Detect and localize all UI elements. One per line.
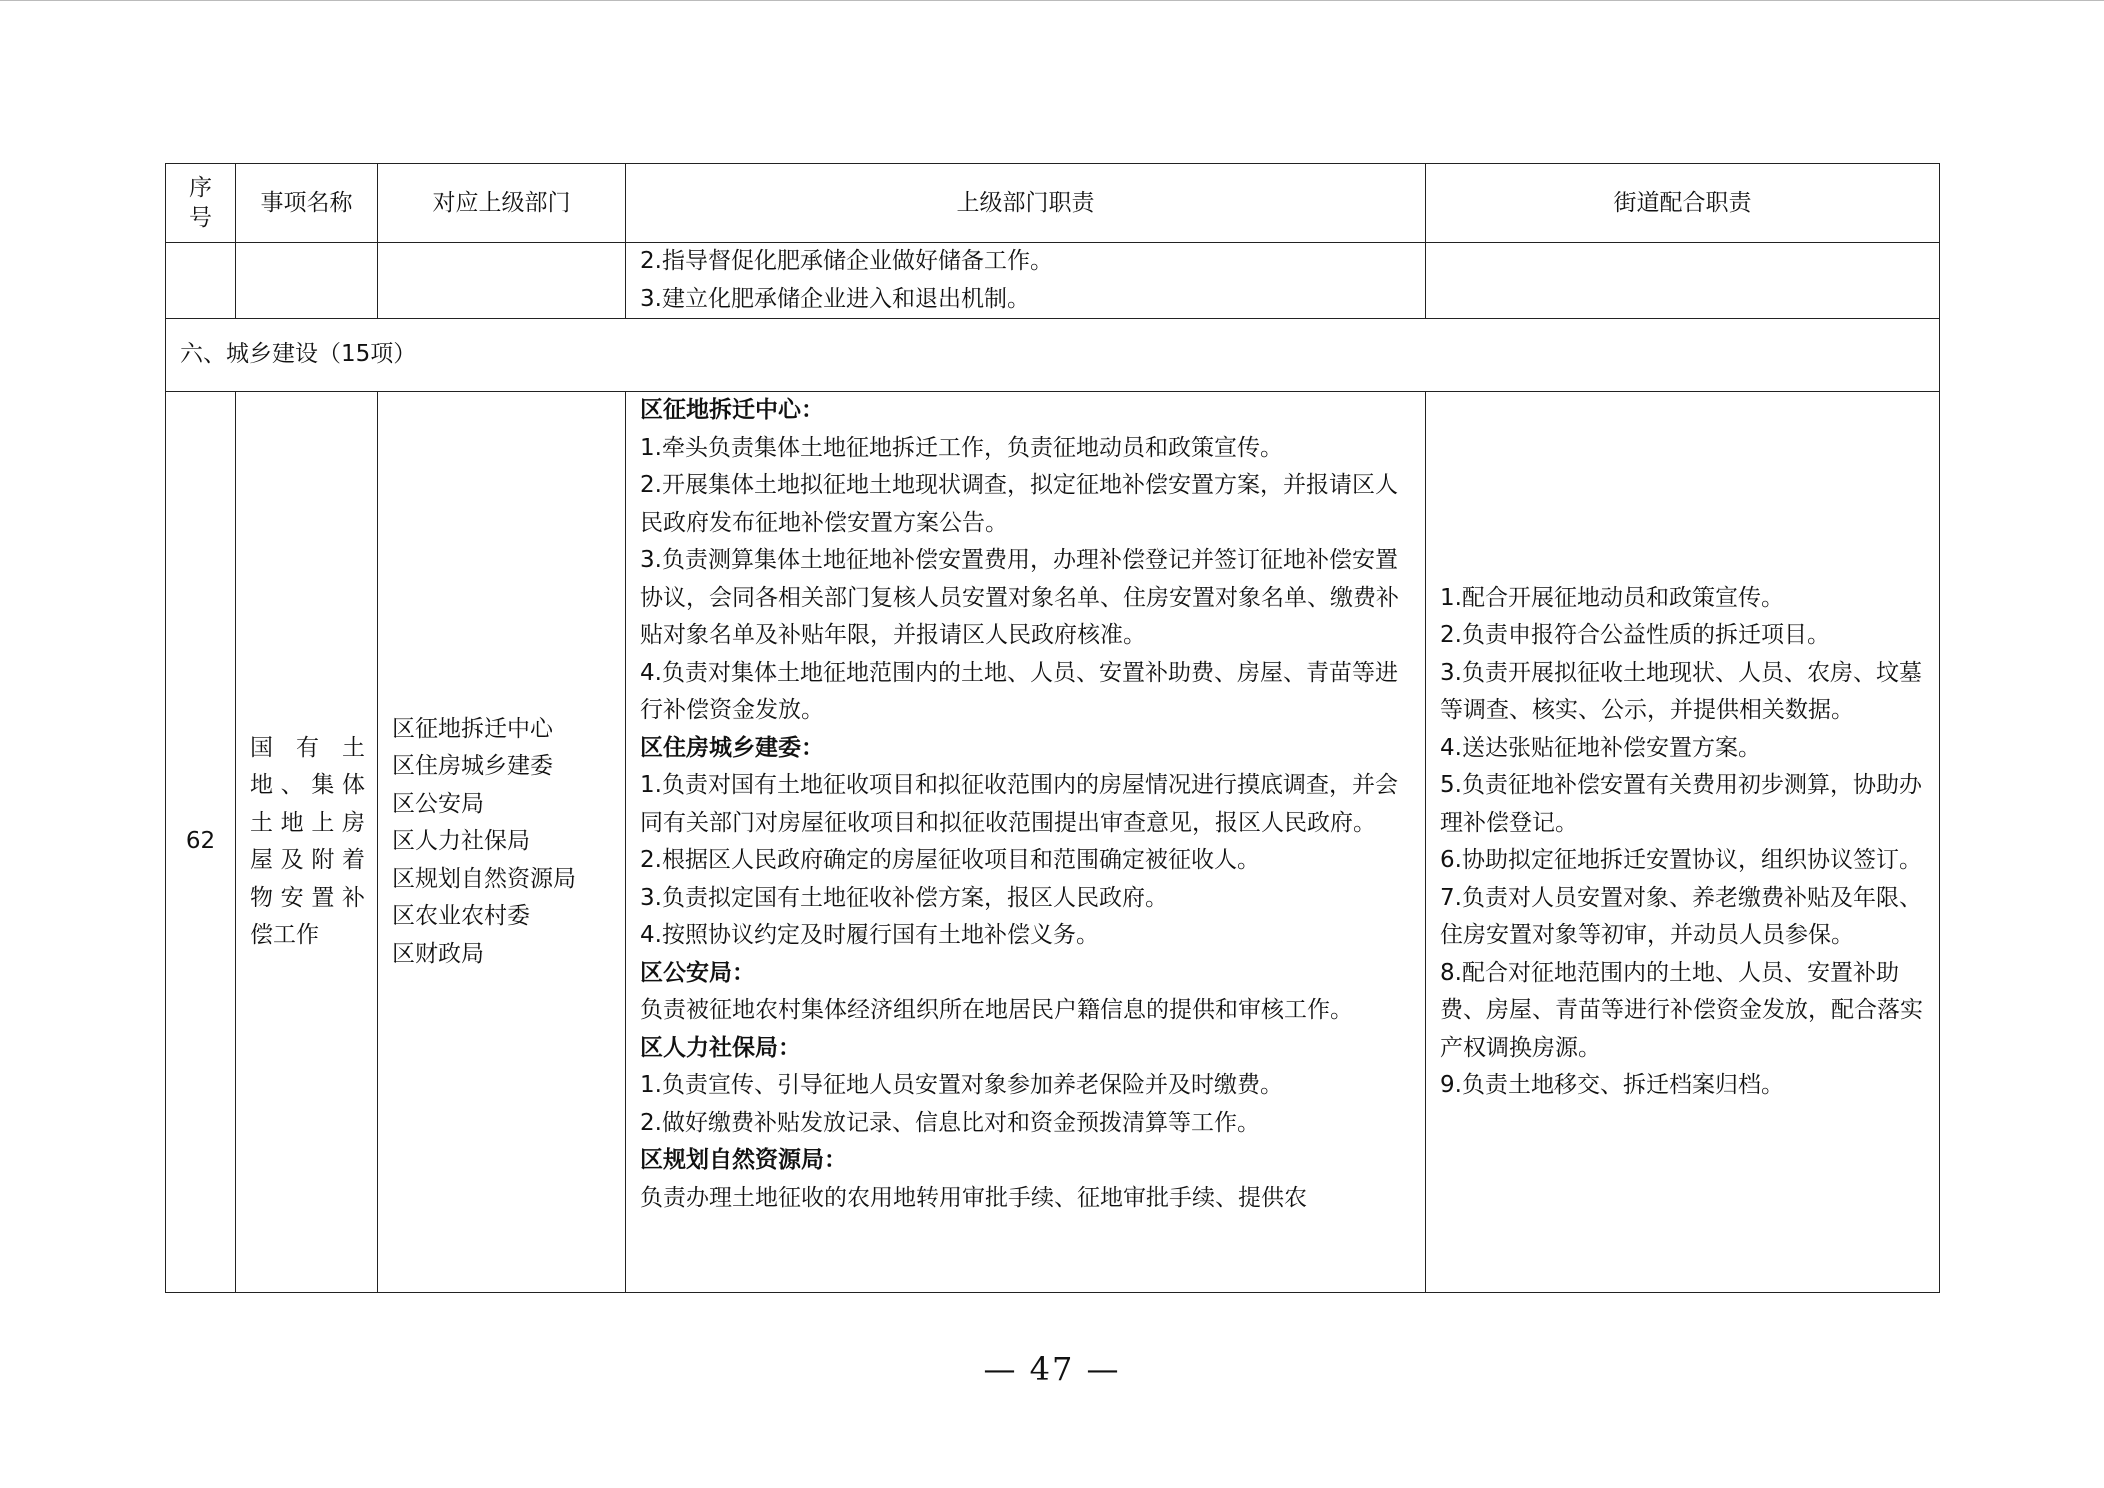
duty-table [165,163,1940,1293]
item-name-line: 偿工作 [250,922,319,948]
department-line: 区农业农村委 [392,903,530,930]
street-duty-line: 9.负责土地移交、拆迁档案归档。 [1440,1072,1784,1098]
department-line: 区财政局 [392,940,484,967]
duty-line: 2.做好缴费补贴发放记录、信息比对和资金预拨清算等工作。 [640,1109,1260,1136]
row-street-duties [1426,392,1940,1293]
street-duty-line: 4.送达张贴征地补偿安置方案。 [1440,734,1761,761]
row-item-name [236,392,378,1293]
cont-seq-cell [166,243,236,319]
street-duty-line: 3.负责开展拟征收土地现状、人员、农房、坟墓等调查、核实、公示，并提供相关数据。 [1440,659,1922,723]
duty-heading: 区公安局： [640,959,755,986]
duty-heading: 区征地拆迁中心： [640,397,824,423]
table-row-62 [166,392,1940,1293]
duty-line: 负责被征地农村集体经济组织所在地居民户籍信息的提供和审核工作。 [640,997,1353,1023]
duty-line: 2.开展集体土地拟征地土地现状调查，拟定征地补偿安置方案，并报请区人民政府发布征地补偿安置方案公告。 [640,472,1398,536]
section-title: 六、城乡建设（15项） [166,319,1940,392]
department-line: 区公安局 [392,790,484,817]
cont-street-cell [1426,243,1940,319]
item-name-line: 屋及附着 [250,847,365,873]
section-row [166,319,1940,392]
item-name-line: 物安置补 [250,884,365,911]
duty-heading: 区规划自然资源局： [640,1147,847,1173]
row-superior-duties [626,392,1426,1293]
duty-line: 1.负责宣传、引导征地人员安置对象参加养老保险并及时缴费。 [640,1072,1283,1098]
duty-line: 4.负责对集体土地征地范围内的土地、人员、安置补助费、房屋、青苗等进行补偿资金发放。 [640,659,1398,723]
street-duty-line: 2.负责申报符合公益性质的拆迁项目。 [1440,622,1830,648]
header-name: 事项名称 [236,164,378,243]
cont-duty-line: 3.建立化肥承储企业进入和退出机制。 [640,285,1030,312]
row-departments [378,392,626,1293]
department-line: 区人力社保局 [392,828,530,855]
table-header-row [166,164,1940,243]
cont-name-cell [236,243,378,319]
duty-line: 3.负责拟定国有土地征收补偿方案，报区人民政府。 [640,884,1168,911]
department-line: 区征地拆迁中心 [392,715,553,742]
duty-heading: 区人力社保局： [640,1034,801,1061]
duty-line: 负责办理土地征收的农用地转用审批手续、征地审批手续、提供农 [640,1184,1307,1211]
row-seq: 62 [166,392,236,1293]
department-line: 区住房城乡建委 [392,753,553,780]
cont-duty-cell [626,243,1426,319]
street-duty-line: 6.协助拟定征地拆迁安置协议，组织协议签订。 [1440,847,1922,873]
duty-line: 1.牵头负责集体土地征地拆迁工作，负责征地动员和政策宣传。 [640,434,1283,461]
duty-heading: 区住房城乡建委： [640,734,824,761]
street-duty-line: 5.负责征地补偿安置有关费用初步测算，协助办理补偿登记。 [1440,772,1922,836]
cont-duty-line: 2.指导督促化肥承储企业做好储备工作。 [640,248,1053,274]
page-top-edge [0,0,2104,1]
duty-line: 1.负责对国有土地征收项目和拟征收范围内的房屋情况进行摸底调查，并会同有关部门对房屋征收项目和拟征收范围提出审查意见，报区人民政府。 [640,772,1398,836]
page-number: — 47 — [983,1350,1121,1388]
item-name-line: 国有土 [250,734,365,761]
duty-line: 4.按照协议约定及时履行国有土地补偿义务。 [640,922,1099,948]
street-duty-line: 8.配合对征地范围内的土地、人员、安置补助费、房屋、青苗等进行补偿资金发放，配合落实产权调换房源。 [1440,959,1923,1061]
header-duty: 上级部门职责 [626,164,1426,243]
header-seq: 序号 [166,164,236,243]
header-dept: 对应上级部门 [378,164,626,243]
department-line: 区规划自然资源局 [392,865,576,892]
header-street: 街道配合职责 [1426,164,1940,243]
cont-dept-cell [378,243,626,319]
item-name-line: 土地上房 [250,809,365,836]
duty-line: 2.根据区人民政府确定的房屋征收项目和范围确定被征收人。 [640,847,1260,873]
street-duty-line: 1.配合开展征地动员和政策宣传。 [1440,584,1784,611]
item-name-line: 地、集体 [250,772,365,798]
street-duty-line: 7.负责对人员安置对象、养老缴费补贴及年限、住房安置对象等初审，并动员人员参保。 [1440,884,1922,948]
table-row-continuation [166,243,1940,319]
duty-line: 3.负责测算集体土地征地补偿安置费用，办理补偿登记并签订征地补偿安置协议，会同各相关部门复核人员安置对象名单、住房安置对象名单、缴费补贴对象名单及补贴年限，并报请区人民政府核准。 [640,547,1399,648]
